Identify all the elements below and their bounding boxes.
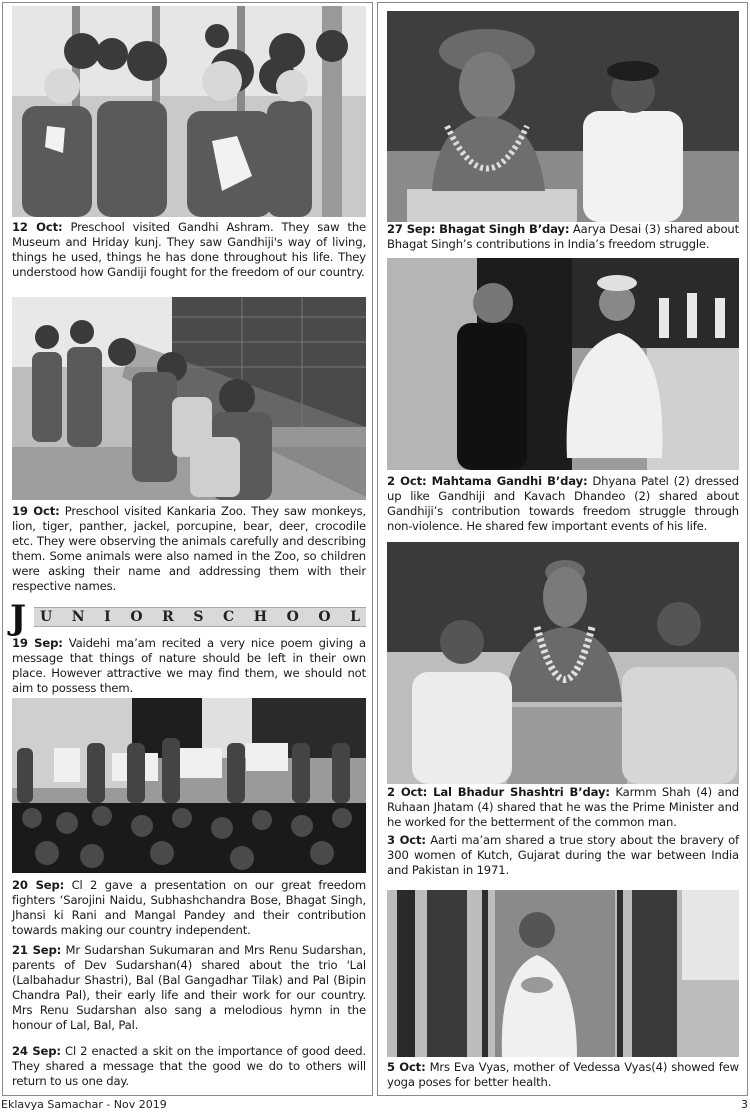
entry-19-sep [12, 636, 366, 696]
section-heading-junior-school [10, 598, 366, 638]
section-letter: R [162, 609, 174, 625]
entry-27-sep [387, 222, 739, 252]
entry-text: Aarya Desai (3) shared about Bhagat Singh’s contributions in India’s freedom struggle. [387, 222, 739, 251]
footer-page-number: 3 [741, 1098, 748, 1111]
entry-text: Mrs Eva Vyas, mother of Vedessa Vyas(4) showed few yoga poses for better health. [387, 1060, 739, 1089]
entry-date: 27 Sep: Bhagat Singh B’day: [387, 222, 570, 236]
entry-text: Dhyana Patel (2) dressed up like Gandhiji and Kavach Dhandeo (2) shared about Gandhiji’s contribution towards freedom struggle through non-violence. He shared few important events of his life. [387, 474, 739, 533]
section-letter: O [130, 609, 143, 625]
entry-21-sep [12, 943, 366, 1033]
entry-text: Cl 2 gave a presentation on our great freedom fighters ‘Sarojini Naidu, Subhashchandra Bose, Bhagat Singh, Jhansi ki Rani and Mangal Pandey and their contribution towards making our country independent. [12, 878, 366, 937]
entry-text: Karmm Shah (4) and Ruhaan Jhatam (4) shared that he was the Prime Minister and he worked for the betterment of the common man. [387, 785, 739, 829]
entry-text: Preschool visited Gandhi Ashram. They saw the Museum and Hriday kunj. They saw Gandhiji's way of living, things he used, things he has done throughout his life. They understood how Gandiji fought for the freedom of our country. [12, 220, 366, 279]
section-title-band [34, 607, 366, 627]
entry-text: Aarti ma’am shared a true story about the bravery of 300 women of Kutch, Gujarat during the war between India and Pakistan in 1971. [387, 833, 739, 877]
entry-date: 2 Oct: Mahtama Gandhi B’day: [387, 474, 588, 488]
photo-gandhi-ashram-visit [12, 6, 366, 217]
photo-bhagat-singh-bust [387, 11, 739, 222]
entry-text: Vaidehi ma’am recited a very nice poem giving a message that things of nature should be left in their own place. However attractive we may find them, we should not aim to possess them. [12, 636, 366, 695]
section-letter: O [286, 609, 299, 625]
section-letter: U [40, 609, 53, 625]
entry-date: 21 Sep: [12, 943, 62, 957]
section-letter: L [350, 609, 360, 625]
entry-date: 24 Sep: [12, 1044, 61, 1058]
section-letter: H [253, 609, 267, 625]
entry-2-oct-gandhi [387, 474, 739, 534]
photo-yoga-poses [387, 890, 739, 1057]
entry-date: 20 Sep: [12, 878, 65, 892]
entry-date: 3 Oct: [387, 833, 426, 847]
entry-date: 19 Sep: [12, 636, 63, 650]
entry-text: Preschool visited Kankaria Zoo. They saw monkeys, lion, tiger, panther, jackel, porcupine, bear, deer, crocodile etc. They were observing the animals carefully and describing them. Some animals were also named in the Zoo, so children were asking their name and addressing them with their respective names. [12, 504, 366, 593]
entry-20-sep [12, 878, 366, 938]
entry-19-oct [12, 504, 366, 594]
entry-12-oct [12, 220, 366, 280]
entry-24-sep [12, 1044, 366, 1089]
section-letter: O [318, 609, 331, 625]
photo-kankaria-zoo-visit [12, 297, 366, 500]
entry-date: 5 Oct: [387, 1060, 426, 1074]
photo-gandhi-birthday [387, 258, 739, 470]
section-letter: S [193, 609, 204, 625]
section-letter: C [223, 609, 235, 625]
section-initial: J [10, 598, 27, 638]
entry-date: 12 Oct: [12, 220, 63, 234]
entry-text: Mr Sudarshan Sukumaran and Mrs Renu Sudarshan, parents of Dev Sudarshan(4) shared about the trio 'Lal (Lalbahadur Shastri), Bal (Bal Gangadhar Tilak) and Pal (Bipin Chandra Pal), their early life and their work for our country. Mrs Renu Sudarshan also sang a melodious hymn in the honour of Lal, Bal, Pal. [12, 943, 366, 1032]
entry-5-oct [387, 1060, 739, 1090]
entry-date: 19 Oct: [12, 504, 60, 518]
photo-freedom-fighters-presentation [12, 698, 366, 873]
entry-date: 2 Oct: Lal Bhadur Shashtri B’day: [387, 785, 610, 799]
footer-publication: Eklavya Samachar - Nov 2019 [1, 1098, 167, 1111]
photo-shastri-bust [387, 542, 739, 784]
section-letter: I [104, 609, 111, 625]
section-letter: N [71, 609, 85, 625]
entry-2-oct-shastri [387, 785, 739, 830]
entry-text: Cl 2 enacted a skit on the importance of good deed. They shared a message that the good we do to others will return to us one day. [12, 1044, 366, 1088]
entry-3-oct [387, 833, 739, 878]
